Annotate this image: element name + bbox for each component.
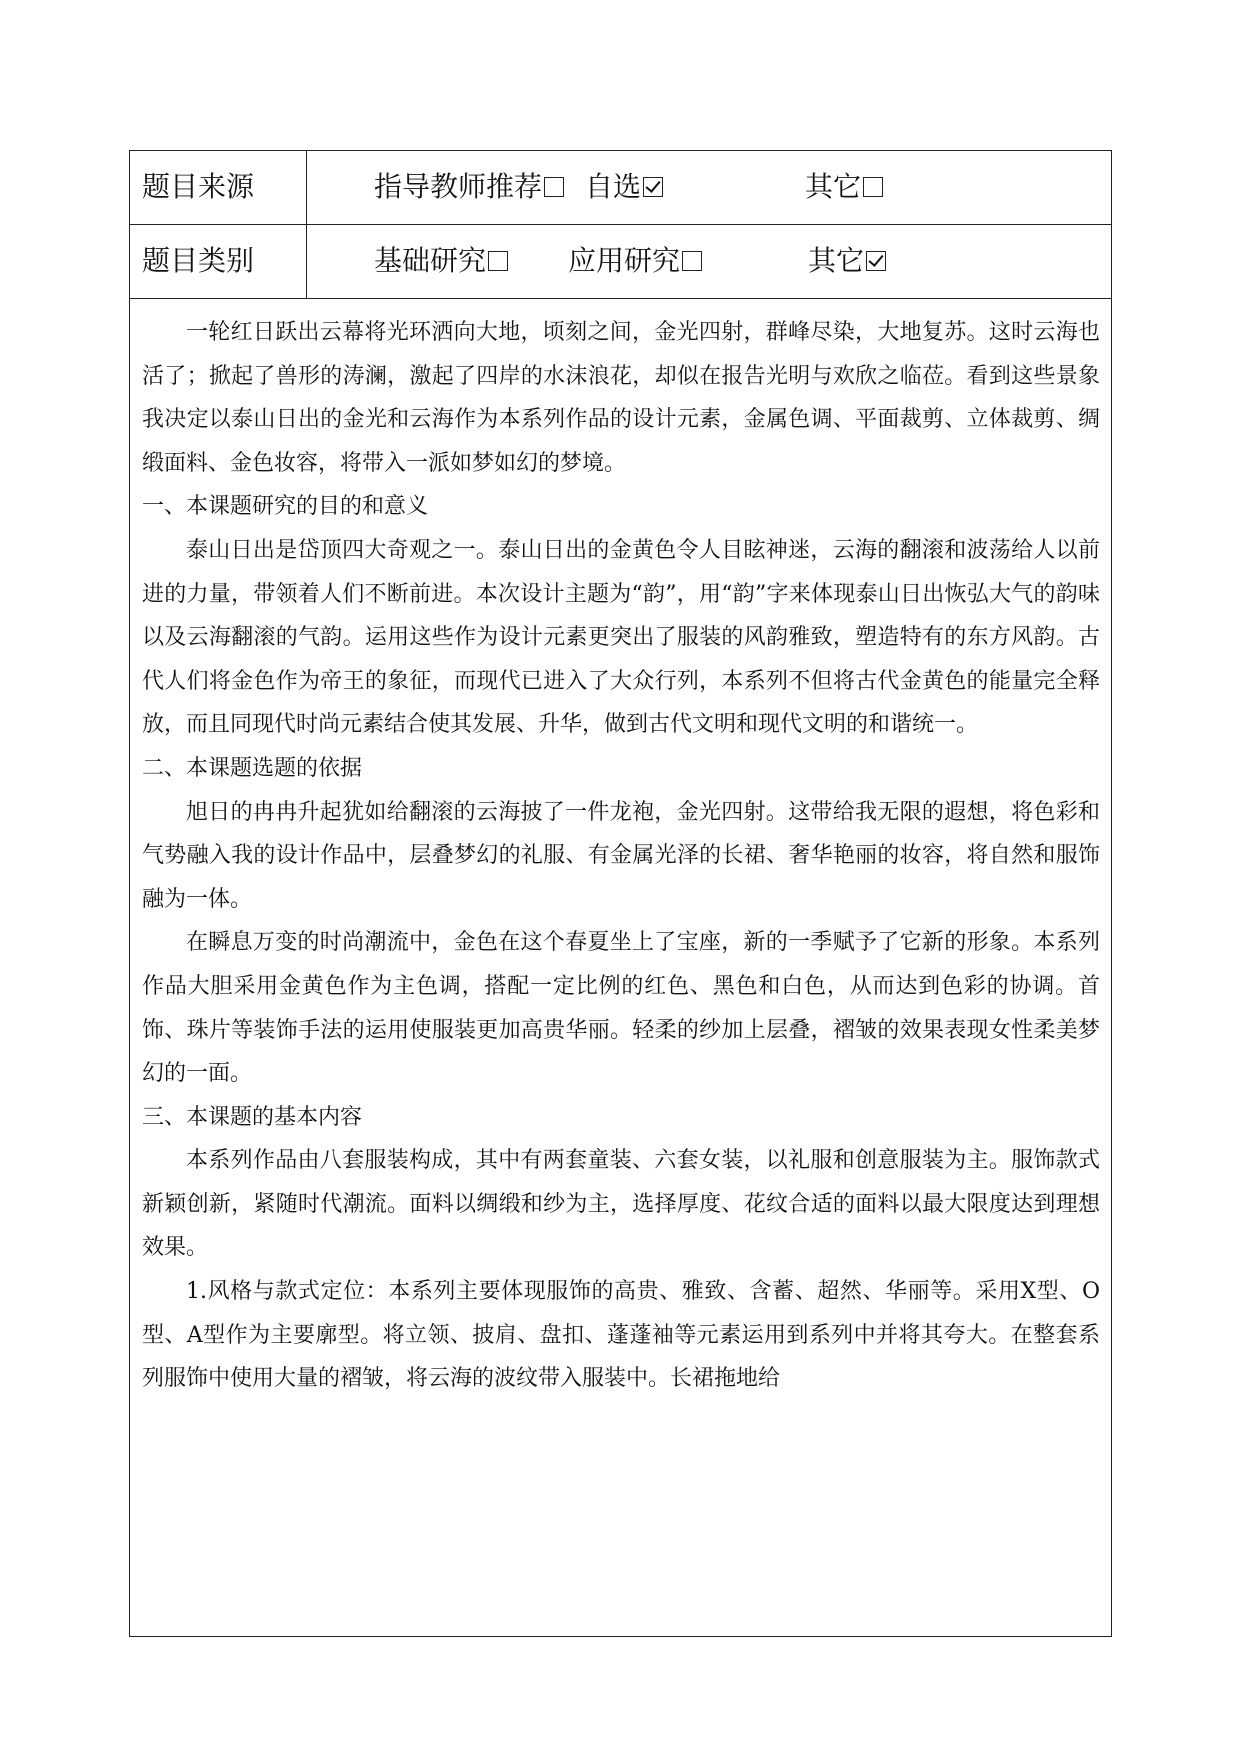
option-basic-research[interactable]: 基础研究	[374, 225, 508, 297]
source-row	[130, 151, 1111, 225]
basis-paragraph-2: 在瞬息万变的时尚潮流中，金色在这个春夏坐上了宝座，新的一季赋予了它新的形象。本系列作品大胆采用金黄色作为主色调，搭配一定比例的红色、黑色和白色，从而达到色彩的协调。首饰、珠片等装饰手法的运用使服装更加高贵华丽。轻柔的纱加上层叠，褶皱的效果表现女性柔美梦幻的一面。	[142, 930, 1100, 1087]
checkbox-checked-icon[interactable]	[866, 251, 886, 271]
purpose-paragraph: 泰山日出是岱顶四大奇观之一。泰山日出的金黄色令人目眩神迷，云海的翻滚和波荡给人以前进的力量，带领着人们不断前进。本次设计主题为“韵”，用“韵”字来体现泰山日出恢弘大气的韵味以及云海翻滚的气韵。运用这些作为设计元素更突出了服装的风韵雅致，塑造特有的东方风韵。古代人们将金色作为帝王的象征，而现代已进入了大众行列，本系列不但将古代金黄色的能量完全释放，而且同现代时尚元素结合使其发展、升华，做到古代文明和现代文明的和谐统一。	[142, 537, 1100, 738]
intro-paragraph: 一轮红日跃出云幕将光环洒向大地，顷刻之间，金光四射，群峰尽染，大地复苏。这时云海也活了；掀起了兽形的涛澜，激起了四岸的水沫浪花，却似在报告光明与欢欣之临莅。看到这些景象我决定以泰山日出的金光和云海作为本系列作品的设计元素，金属色调、平面裁剪、立体裁剪、绸缎面料、金色妆容，将带入一派如梦如幻的梦境。	[142, 320, 1100, 476]
checkbox-unchecked-icon[interactable]	[544, 177, 564, 197]
type-row	[130, 225, 1111, 299]
section-heading-content: 三、本课题的基本内容	[142, 1104, 363, 1130]
checkbox-unchecked-icon[interactable]	[863, 177, 883, 197]
checkbox-checked-icon[interactable]	[643, 177, 663, 197]
form-table	[129, 150, 1112, 1637]
option-self-selected[interactable]: 自选	[585, 151, 663, 223]
option-applied-research[interactable]: 应用研究	[568, 225, 702, 297]
content-body	[142, 311, 1100, 1401]
option-source-other[interactable]: 其它	[805, 151, 883, 223]
basis-paragraph-1: 旭日的冉冉升起犹如给翻滚的云海披了一件龙袍，金光四射。这带给我无限的遐想，将色彩和气势融入我的设计作品中，层叠梦幻的礼服、有金属光泽的长裙、奢华艳丽的妆容，将自然和服饰融为一体。	[142, 799, 1100, 912]
option-type-other[interactable]: 其它	[808, 225, 886, 297]
content-paragraph-1: 本系列作品由八套服装构成，其中有两套童装、六套女装，以礼服和创意服装为主。服饰款式新颖创新，紧随时代潮流。面料以绸缎和纱为主，选择厚度、花纹合适的面料以最大限度达到理想效果。	[142, 1148, 1100, 1261]
section-heading-basis: 二、本课题选题的依据	[142, 755, 363, 781]
section-heading-purpose: 一、本课题研究的目的和意义	[142, 494, 429, 520]
source-label: 题目来源	[142, 170, 255, 203]
type-label: 题目类别	[142, 244, 255, 277]
content-paragraph-2: 1.风格与款式定位：本系列主要体现服饰的高贵、雅致、含蓄、超然、华丽等。采用X型、O型、A型作为主要廓型。将立领、披肩、盘扣、蓬蓬袖等元素运用到系列中并将其夸大。在整套系列服饰中使用大量的褶皱，将云海的波纹带入服装中。长裙拖地给	[142, 1279, 1100, 1392]
checkbox-unchecked-icon[interactable]	[682, 251, 702, 271]
option-advisor-recommended[interactable]: 指导教师推荐	[374, 151, 564, 223]
checkbox-unchecked-icon[interactable]	[488, 251, 508, 271]
